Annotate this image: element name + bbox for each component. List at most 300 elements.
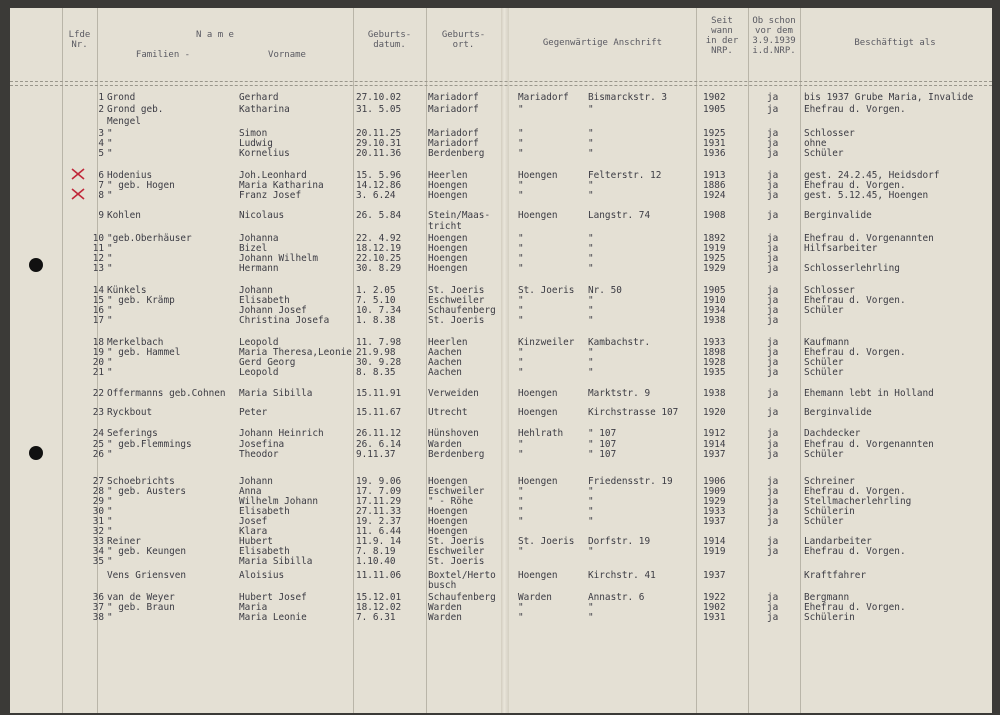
punch-hole [29, 446, 43, 460]
cell-str: " [588, 496, 594, 507]
cell-str: " [588, 243, 594, 254]
cell-ort: Warden [428, 612, 462, 623]
cell-nr: 9 [98, 210, 104, 221]
cell-ob: ja [767, 506, 779, 517]
cell-wohn: " [518, 305, 524, 316]
cell-nr: 18 [92, 337, 104, 348]
cell-fam: Seferings [107, 428, 158, 439]
cell-wohn: " [518, 148, 524, 159]
cell-fam: Schoebrichts [107, 476, 175, 487]
cell-wohn: Hoengen [518, 170, 558, 181]
cell-nr: 6 [98, 170, 104, 181]
cell-vor: Klara [239, 526, 268, 537]
cell-vor: Franz Josef [239, 190, 302, 201]
cell-fam: Mengel [107, 116, 141, 127]
cell-job: Schreiner [804, 476, 855, 487]
cell-job: Berginvalide [804, 407, 872, 418]
cell-job: Ehefrau d. Vorgen. [804, 295, 906, 306]
cell-str: Kambachstr. [588, 337, 651, 348]
punch-hole [29, 258, 43, 272]
cell-dat: 1. 8.38 [356, 315, 396, 326]
cell-ob: ja [767, 476, 779, 487]
cell-fam: Hodenius [107, 170, 153, 181]
cell-ort: " - Röhe [428, 496, 474, 507]
cell-vor: Peter [239, 407, 268, 418]
cell-ort: Berdenberg [428, 148, 485, 159]
cell-seit: 1935 [703, 367, 726, 378]
cell-str: " [588, 138, 594, 149]
cell-ort: Utrecht [428, 407, 468, 418]
cell-job: gest. 5.12.45, Hoengen [804, 190, 929, 201]
cell-nr: 35 [92, 556, 104, 567]
cell-fam: Vens Griensven [107, 570, 187, 581]
cell-nr: 37 [92, 602, 104, 613]
cell-job: Ehefrau d. Vorgen. [804, 180, 906, 191]
cell-seit: 1905 [703, 285, 726, 296]
cell-seit: 1934 [703, 305, 726, 316]
cell-vor: Maria Katharina [239, 180, 324, 191]
cell-fam: " [107, 305, 113, 316]
cell-dat: 22. 4.92 [356, 233, 402, 244]
cell-ort: Warden [428, 602, 462, 613]
cell-dat: 14.12.86 [356, 180, 402, 191]
cell-vor: Kornelius [239, 148, 290, 159]
cell-vor: Katharina [239, 104, 290, 115]
cell-dat: 20.11.36 [356, 148, 402, 159]
cell-fam: Offermanns geb.Cohnen [107, 388, 226, 399]
cell-seit: 1914 [703, 536, 726, 547]
fold-crease [501, 8, 509, 713]
cell-str: Dorfstr. 19 [588, 536, 651, 547]
cell-job: Landarbeiter [804, 536, 872, 547]
cell-dat: 18.12.19 [356, 243, 402, 254]
cell-fam: Grond [107, 92, 136, 103]
cell-fam: Merkelbach [107, 337, 164, 348]
cell-seit: 1931 [703, 612, 726, 623]
cell-ort: Eschweiler [428, 546, 485, 557]
cell-ob: ja [767, 190, 779, 201]
cell-wohn: Hoengen [518, 210, 558, 221]
header-ob-schon: Ob schon vor dem 3.9.1939 i.d.NRP. [752, 16, 796, 56]
header-rule [10, 85, 992, 86]
cell-nr: 2 [98, 104, 104, 115]
cell-ort: Hoengen [428, 233, 468, 244]
cell-nr: 23 [92, 407, 104, 418]
column-rule [748, 8, 749, 713]
cell-job: Schüler [804, 305, 844, 316]
cell-wohn: " [518, 138, 524, 149]
cell-str: " [588, 305, 594, 316]
cell-vor: Maria Leonie [239, 612, 307, 623]
cell-fam: " geb.Flemmings [107, 439, 192, 450]
cell-str: " [588, 104, 594, 115]
cell-job: Schüler [804, 367, 844, 378]
cell-nr: 20 [92, 357, 104, 368]
cell-ob: ja [767, 367, 779, 378]
cell-str: " [588, 347, 594, 358]
column-rule [426, 8, 427, 713]
cell-ob: ja [767, 407, 779, 418]
cell-str: " [588, 148, 594, 159]
cell-job: Schlosser [804, 128, 855, 139]
cell-vor: Johanna [239, 233, 279, 244]
cell-ort: St. Joeris [428, 556, 485, 567]
cell-seit: 1902 [703, 92, 726, 103]
cell-seit: 1909 [703, 486, 726, 497]
cell-str: " [588, 315, 594, 326]
cell-ob: ja [767, 210, 779, 221]
cell-job: Schlosserlehrling [804, 263, 900, 274]
cell-wohn: " [518, 253, 524, 264]
cell-seit: 1936 [703, 148, 726, 159]
cell-fam: " [107, 516, 113, 527]
cell-dat: 26. 6.14 [356, 439, 402, 450]
cell-ob: ja [767, 170, 779, 181]
cell-ob: ja [767, 602, 779, 613]
cell-job: Schlosser [804, 285, 855, 296]
cell-ort: Berdenberg [428, 449, 485, 460]
cell-ort: Hoengen [428, 253, 468, 264]
cell-wohn: Hoengen [518, 407, 558, 418]
cell-fam: " [107, 138, 113, 149]
cell-seit: 1906 [703, 476, 726, 487]
cell-dat: 3. 6.24 [356, 190, 396, 201]
cell-ob: ja [767, 428, 779, 439]
cell-wohn: Warden [518, 592, 552, 603]
cell-str: " [588, 233, 594, 244]
cell-ort: Verweiden [428, 388, 479, 399]
cell-dat: 15.12.01 [356, 592, 402, 603]
cell-wohn: " [518, 233, 524, 244]
cell-wohn: " [518, 546, 524, 557]
cell-job: Ehefrau d. Vorgen. [804, 602, 906, 613]
cell-vor: Elisabeth [239, 506, 290, 517]
cell-seit: 1929 [703, 496, 726, 507]
cell-ort: Hoengen [428, 190, 468, 201]
cell-dat: 19. 9.06 [356, 476, 402, 487]
cell-nr: 25 [92, 439, 104, 450]
cell-fam: " [107, 449, 113, 460]
header-beschaeftigt: Beschäftigt als [854, 38, 936, 48]
cell-vor: Gerhard [239, 92, 279, 103]
cell-seit: 1905 [703, 104, 726, 115]
header-seit: Seit wann in der NRP. [705, 16, 739, 56]
cell-wohn: " [518, 449, 524, 460]
cell-seit: 1937 [703, 570, 726, 581]
cell-seit: 1931 [703, 138, 726, 149]
cell-wohn: Hoengen [518, 476, 558, 487]
cell-str: " 107 [588, 439, 617, 450]
cell-job: Berginvalide [804, 210, 872, 221]
cell-wohn: " [518, 506, 524, 517]
cell-nr: 30 [92, 506, 104, 517]
cell-ort: tricht [428, 221, 462, 232]
cell-job: Schülerin [804, 612, 855, 623]
header-familien: Familien - [135, 50, 191, 60]
cell-vor: Aloisius [239, 570, 285, 581]
cell-ob: ja [767, 253, 779, 264]
cell-str: " [588, 180, 594, 191]
cell-nr: 11 [92, 243, 104, 254]
cell-nr: 12 [92, 253, 104, 264]
cell-nr: 21 [92, 367, 104, 378]
cell-str: Nr. 50 [588, 285, 622, 296]
cell-fam: " geb. Hogen [107, 180, 175, 191]
cell-fam: " geb. Braun [107, 602, 175, 613]
cell-seit: 1898 [703, 347, 726, 358]
cell-dat: 11. 6.44 [356, 526, 402, 537]
cell-wohn: Hehlrath [518, 428, 564, 439]
cell-seit: 1938 [703, 315, 726, 326]
cell-job: Kraftfahrer [804, 570, 867, 581]
cell-vor: Christina Josefa [239, 315, 330, 326]
cell-seit: 1933 [703, 337, 726, 348]
cell-dat: 30. 9.28 [356, 357, 402, 368]
cell-fam: " [107, 263, 113, 274]
cell-ob: ja [767, 388, 779, 399]
cell-ort: Heerlen [428, 170, 468, 181]
cell-ort: Schaufenberg [428, 592, 496, 603]
cell-job: bis 1937 Grube Maria, Invalide [804, 92, 974, 103]
cell-ob: ja [767, 486, 779, 497]
cell-ob: ja [767, 92, 779, 103]
cell-nr: 29 [92, 496, 104, 507]
cell-dat: 20.11.25 [356, 128, 402, 139]
cell-job: Ehefrau d. Vorgen. [804, 104, 906, 115]
cell-ob: ja [767, 243, 779, 254]
cell-ort: St. Joeris [428, 285, 485, 296]
cell-wohn: Kinzweiler [518, 337, 575, 348]
cell-str: " [588, 486, 594, 497]
cell-vor: Ludwig [239, 138, 273, 149]
cell-ob: ja [767, 546, 779, 557]
cell-job: Hilfsarbeiter [804, 243, 878, 254]
cell-ob: ja [767, 305, 779, 316]
cell-seit: 1928 [703, 357, 726, 368]
cell-ort: Hünshoven [428, 428, 479, 439]
cell-nr: 24 [92, 428, 104, 439]
header-vorname: Vorname [268, 50, 306, 60]
cell-job: Schüler [804, 357, 844, 368]
cell-nr: 4 [98, 138, 104, 149]
cell-nr: 5 [98, 148, 104, 159]
cell-nr: 15 [92, 295, 104, 306]
cell-ob: ja [767, 180, 779, 191]
cell-vor: Leopold [239, 337, 279, 348]
cell-seit: 1912 [703, 428, 726, 439]
cell-wohn: " [518, 315, 524, 326]
cell-nr: 36 [92, 592, 104, 603]
cell-ort: Mariadorf [428, 138, 479, 149]
cell-seit: 1919 [703, 546, 726, 557]
cell-job: Ehefrau d. Vorgenannten [804, 233, 934, 244]
cell-seit: 1920 [703, 407, 726, 418]
cell-str: " 107 [588, 428, 617, 439]
column-rule [696, 8, 697, 713]
cell-ob: ja [767, 148, 779, 159]
header-anschrift: Gegenwärtige Anschrift [542, 38, 663, 48]
cell-dat: 15.11.67 [356, 407, 402, 418]
cell-nr: 8 [98, 190, 104, 201]
cell-wohn: " [518, 263, 524, 274]
cell-job: Bergmann [804, 592, 850, 603]
cell-nr: 13 [92, 263, 104, 274]
cell-nr: 17 [92, 315, 104, 326]
cell-fam: Ryckbout [107, 407, 153, 418]
cell-dat: 7. 6.31 [356, 612, 396, 623]
cell-nr: 33 [92, 536, 104, 547]
cell-seit: 1914 [703, 439, 726, 450]
cell-seit: 1938 [703, 388, 726, 399]
cell-vor: Joh.Leonhard [239, 170, 307, 181]
cell-wohn: " [518, 612, 524, 623]
cell-nr: 19 [92, 347, 104, 358]
cell-dat: 7. 8.19 [356, 546, 396, 557]
cell-ob: ja [767, 357, 779, 368]
cell-ob: ja [767, 285, 779, 296]
column-rule [800, 8, 801, 713]
cell-ort: Heerlen [428, 337, 468, 348]
cell-ort: busch [428, 580, 457, 591]
cell-fam: Kohlen [107, 210, 141, 221]
cell-str: Annastr. 6 [588, 592, 645, 603]
cell-ob: ja [767, 612, 779, 623]
cell-ort: Hoengen [428, 180, 468, 191]
cell-str: " [588, 190, 594, 201]
cell-vor: Hubert [239, 536, 273, 547]
cell-vor: Nicolaus [239, 210, 285, 221]
cell-ob: ja [767, 295, 779, 306]
cell-ob: ja [767, 337, 779, 348]
cell-vor: Johann Josef [239, 305, 307, 316]
cell-fam: " [107, 315, 113, 326]
cell-dat: 17.11.29 [356, 496, 402, 507]
cell-vor: Maria Sibilla [239, 388, 313, 399]
cell-fam: " [107, 243, 113, 254]
cell-wohn: " [518, 439, 524, 450]
cell-ob: ja [767, 233, 779, 244]
cell-dat: 27.10.02 [356, 92, 402, 103]
cell-wohn: " [518, 367, 524, 378]
cell-wohn: " [518, 295, 524, 306]
cell-nr: 32 [92, 526, 104, 537]
cell-nr: 16 [92, 305, 104, 316]
cell-fam: " geb. Hammel [107, 347, 181, 358]
cell-fam: Künkels [107, 285, 147, 296]
cell-wohn: " [518, 243, 524, 254]
cell-job: gest. 24.2.45, Heidsdorf [804, 170, 940, 181]
cell-str: Kirchstr. 41 [588, 570, 656, 581]
header-rule [10, 81, 992, 82]
cell-nr: 28 [92, 486, 104, 497]
cell-vor: Josefina [239, 439, 285, 450]
cell-ob: ja [767, 263, 779, 274]
cell-seit: 1892 [703, 233, 726, 244]
cell-job: Stellmacherlehrling [804, 496, 912, 507]
cell-ort: Aachen [428, 367, 462, 378]
cell-vor: Anna [239, 486, 262, 497]
cell-fam: " geb. Krämp [107, 295, 175, 306]
cell-vor: Johann [239, 285, 273, 296]
cell-str: " [588, 612, 594, 623]
cell-fam: " [107, 367, 113, 378]
cell-wohn: " [518, 357, 524, 368]
cell-seit: 1925 [703, 128, 726, 139]
cell-ort: Aachen [428, 347, 462, 358]
cell-wohn: Hoengen [518, 388, 558, 399]
cell-fam: Reiner [107, 536, 141, 547]
cell-dat: 29.10.31 [356, 138, 402, 149]
cell-dat: 11. 7.98 [356, 337, 402, 348]
cell-dat: 17. 7.09 [356, 486, 402, 497]
cell-str: Friedensstr. 19 [588, 476, 673, 487]
cell-fam: " [107, 556, 113, 567]
cell-ort: Aachen [428, 357, 462, 368]
cell-nr: 3 [98, 128, 104, 139]
cell-ort: St. Joeris [428, 315, 485, 326]
cell-ort: Hoengen [428, 526, 468, 537]
cell-ort: Hoengen [428, 243, 468, 254]
cell-ob: ja [767, 496, 779, 507]
cell-job: Ehefrau d. Vorgen. [804, 546, 906, 557]
cell-vor: Hermann [239, 263, 279, 274]
cell-ort: St. Joeris [428, 536, 485, 547]
cell-seit: 1910 [703, 295, 726, 306]
cell-wohn: " [518, 190, 524, 201]
cell-str: " 107 [588, 449, 617, 460]
cell-seit: 1929 [703, 263, 726, 274]
cell-vor: Elisabeth [239, 295, 290, 306]
cell-ort: Eschweiler [428, 295, 485, 306]
cell-seit: 1919 [703, 243, 726, 254]
cell-dat: 1. 2.05 [356, 285, 396, 296]
cell-str: Kirchstrasse 107 [588, 407, 679, 418]
cell-fam: " [107, 612, 113, 623]
cell-str: Marktstr. 9 [588, 388, 651, 399]
register-sheet [10, 8, 992, 713]
cell-fam: " [107, 526, 113, 537]
cell-job: Dachdecker [804, 428, 861, 439]
cell-dat: 26. 5.84 [356, 210, 402, 221]
cell-str: " [588, 253, 594, 264]
cell-dat: 11.9. 14 [356, 536, 402, 547]
cell-fam: " [107, 128, 113, 139]
cell-nr: 27 [92, 476, 104, 487]
cell-vor: Hubert Josef [239, 592, 307, 603]
header-lfd-nr: Lfde Nr. [68, 30, 91, 50]
cell-dat: 7. 5.10 [356, 295, 396, 306]
header-geburtsort: Geburts- ort. [441, 30, 486, 50]
cell-ob: ja [767, 592, 779, 603]
cell-vor: Johann [239, 476, 273, 487]
cell-wohn: " [518, 104, 524, 115]
cell-wohn: " [518, 347, 524, 358]
cell-fam: " geb. Keungen [107, 546, 187, 557]
cell-str: " [588, 367, 594, 378]
cell-ob: ja [767, 104, 779, 115]
cell-ort: Warden [428, 439, 462, 450]
cell-dat: 8. 8.35 [356, 367, 396, 378]
cell-vor: Josef [239, 516, 268, 527]
cell-dat: 9.11.37 [356, 449, 396, 460]
cell-str: Felterstr. 12 [588, 170, 662, 181]
cell-nr: 31 [92, 516, 104, 527]
cell-nr: 34 [92, 546, 104, 557]
cell-seit: 1924 [703, 190, 726, 201]
cell-seit: 1913 [703, 170, 726, 181]
cell-job: Schüler [804, 148, 844, 159]
cell-vor: Simon [239, 128, 268, 139]
